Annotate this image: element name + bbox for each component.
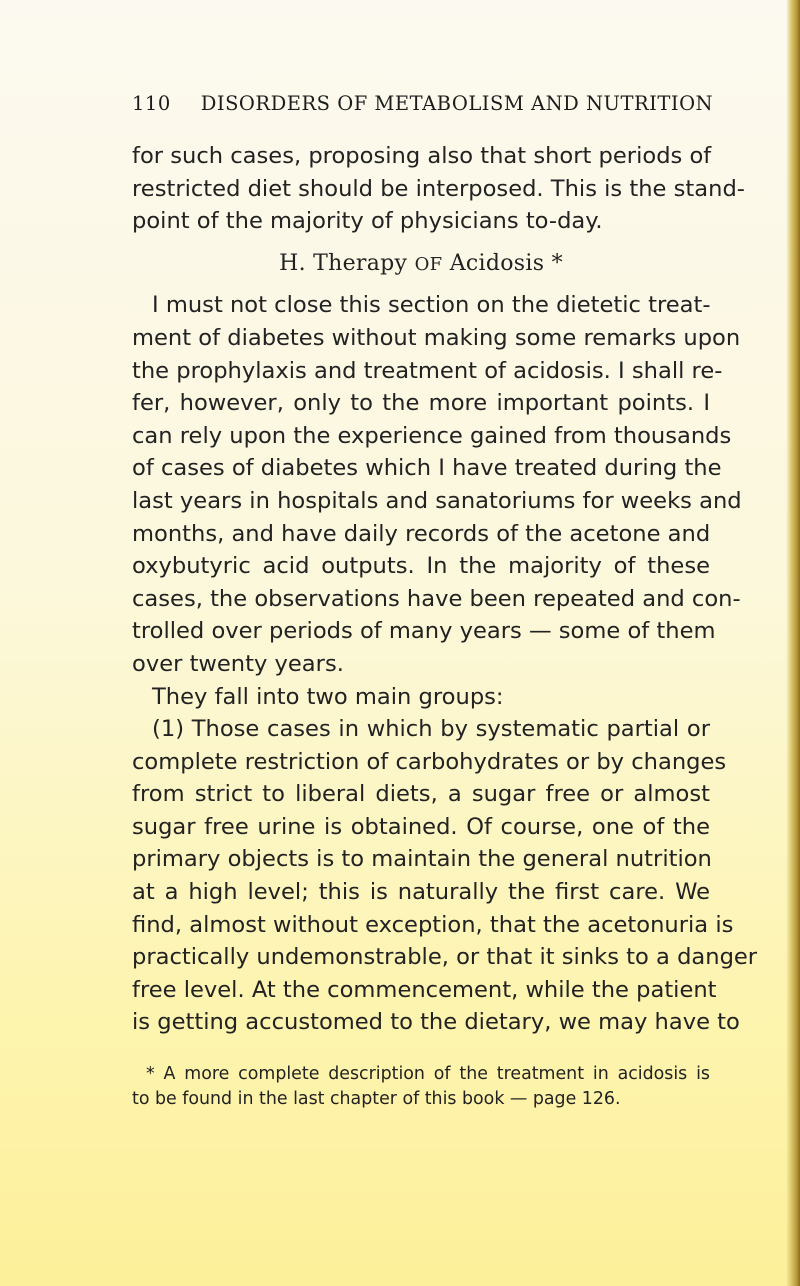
text-line: restricted diet should be interposed. This is the stand- [132,175,745,202]
running-head [132,92,732,115]
text-line: They fall into two main groups: [152,683,504,710]
page-number: 110 [132,92,171,115]
section-letter: H. [279,250,306,276]
text-line: of cases of diabetes which I have treated during the [132,455,722,482]
body-text [132,140,758,1039]
text-line: last years in hospitals and sanatoriums for weeks and [132,487,742,514]
paragraph-groups [132,681,710,714]
text-line: is getting accustomed to the dietary, we may have to [132,1009,740,1036]
text-line: can rely upon the experience gained from thousands [132,422,732,449]
text-line: oxybutyric acid outputs. In the majority of these [132,553,710,580]
footnote-line: to be found in the last chapter of this book — page 126. [132,1088,621,1109]
text-line: sugar free urine is obtained. Of course, one of the [132,813,710,840]
section-word-of: OF [414,253,443,275]
running-title: DISORDERS OF METABOLISM AND NUTRITION [200,92,714,115]
section-word-acidosis: Acidosis [449,250,545,276]
footnote-line: * A more complete description of the treatment in acidosis is [146,1064,710,1084]
text-line: months, and have daily records of the acetone and [132,520,711,547]
footnote [132,1062,710,1111]
page-edge-shadow [786,0,800,1286]
text-line: cases, the observations have been repeated and con- [132,585,741,612]
section-word-therapy: Therapy [313,250,408,276]
text-line: (1) Those cases in which by systematic partial or [152,716,710,743]
text-line: trolled over periods of many years — some of them [132,618,716,645]
text-line: practically undemonstrable, or that it sinks to a danger [132,944,758,971]
text-line: ment of diabetes without making some remarks upon [132,324,741,351]
text-line: fer, however, only to the more important points. I [132,390,710,417]
footnote-marker: * [551,250,563,276]
text-line: I must not close this section on the dietetic treat- [152,292,711,319]
section-heading [132,248,710,282]
text-line: over twenty years. [132,650,344,677]
text-line: point of the majority of physicians to-day. [132,208,603,235]
text-line: primary objects is to maintain the general nutrition [132,846,712,873]
text-line: the prophylaxis and treatment of acidosis. I shall re- [132,357,723,384]
paragraph-acidosis-intro [132,289,742,680]
text-line: free level. At the commencement, while the patient [132,976,717,1003]
paragraph-continued [132,140,745,238]
text-line: find, almost without exception, that the acetonuria is [132,911,734,938]
text-line: from strict to liberal diets, a sugar free or almost [132,781,710,808]
text-line: for such cases, proposing also that short periods of [132,143,712,169]
paragraph-group-one [132,713,758,1039]
text-line: complete restriction of carbohydrates or by changes [132,748,727,775]
text-line: at a high level; this is naturally the first care. We [132,879,710,906]
